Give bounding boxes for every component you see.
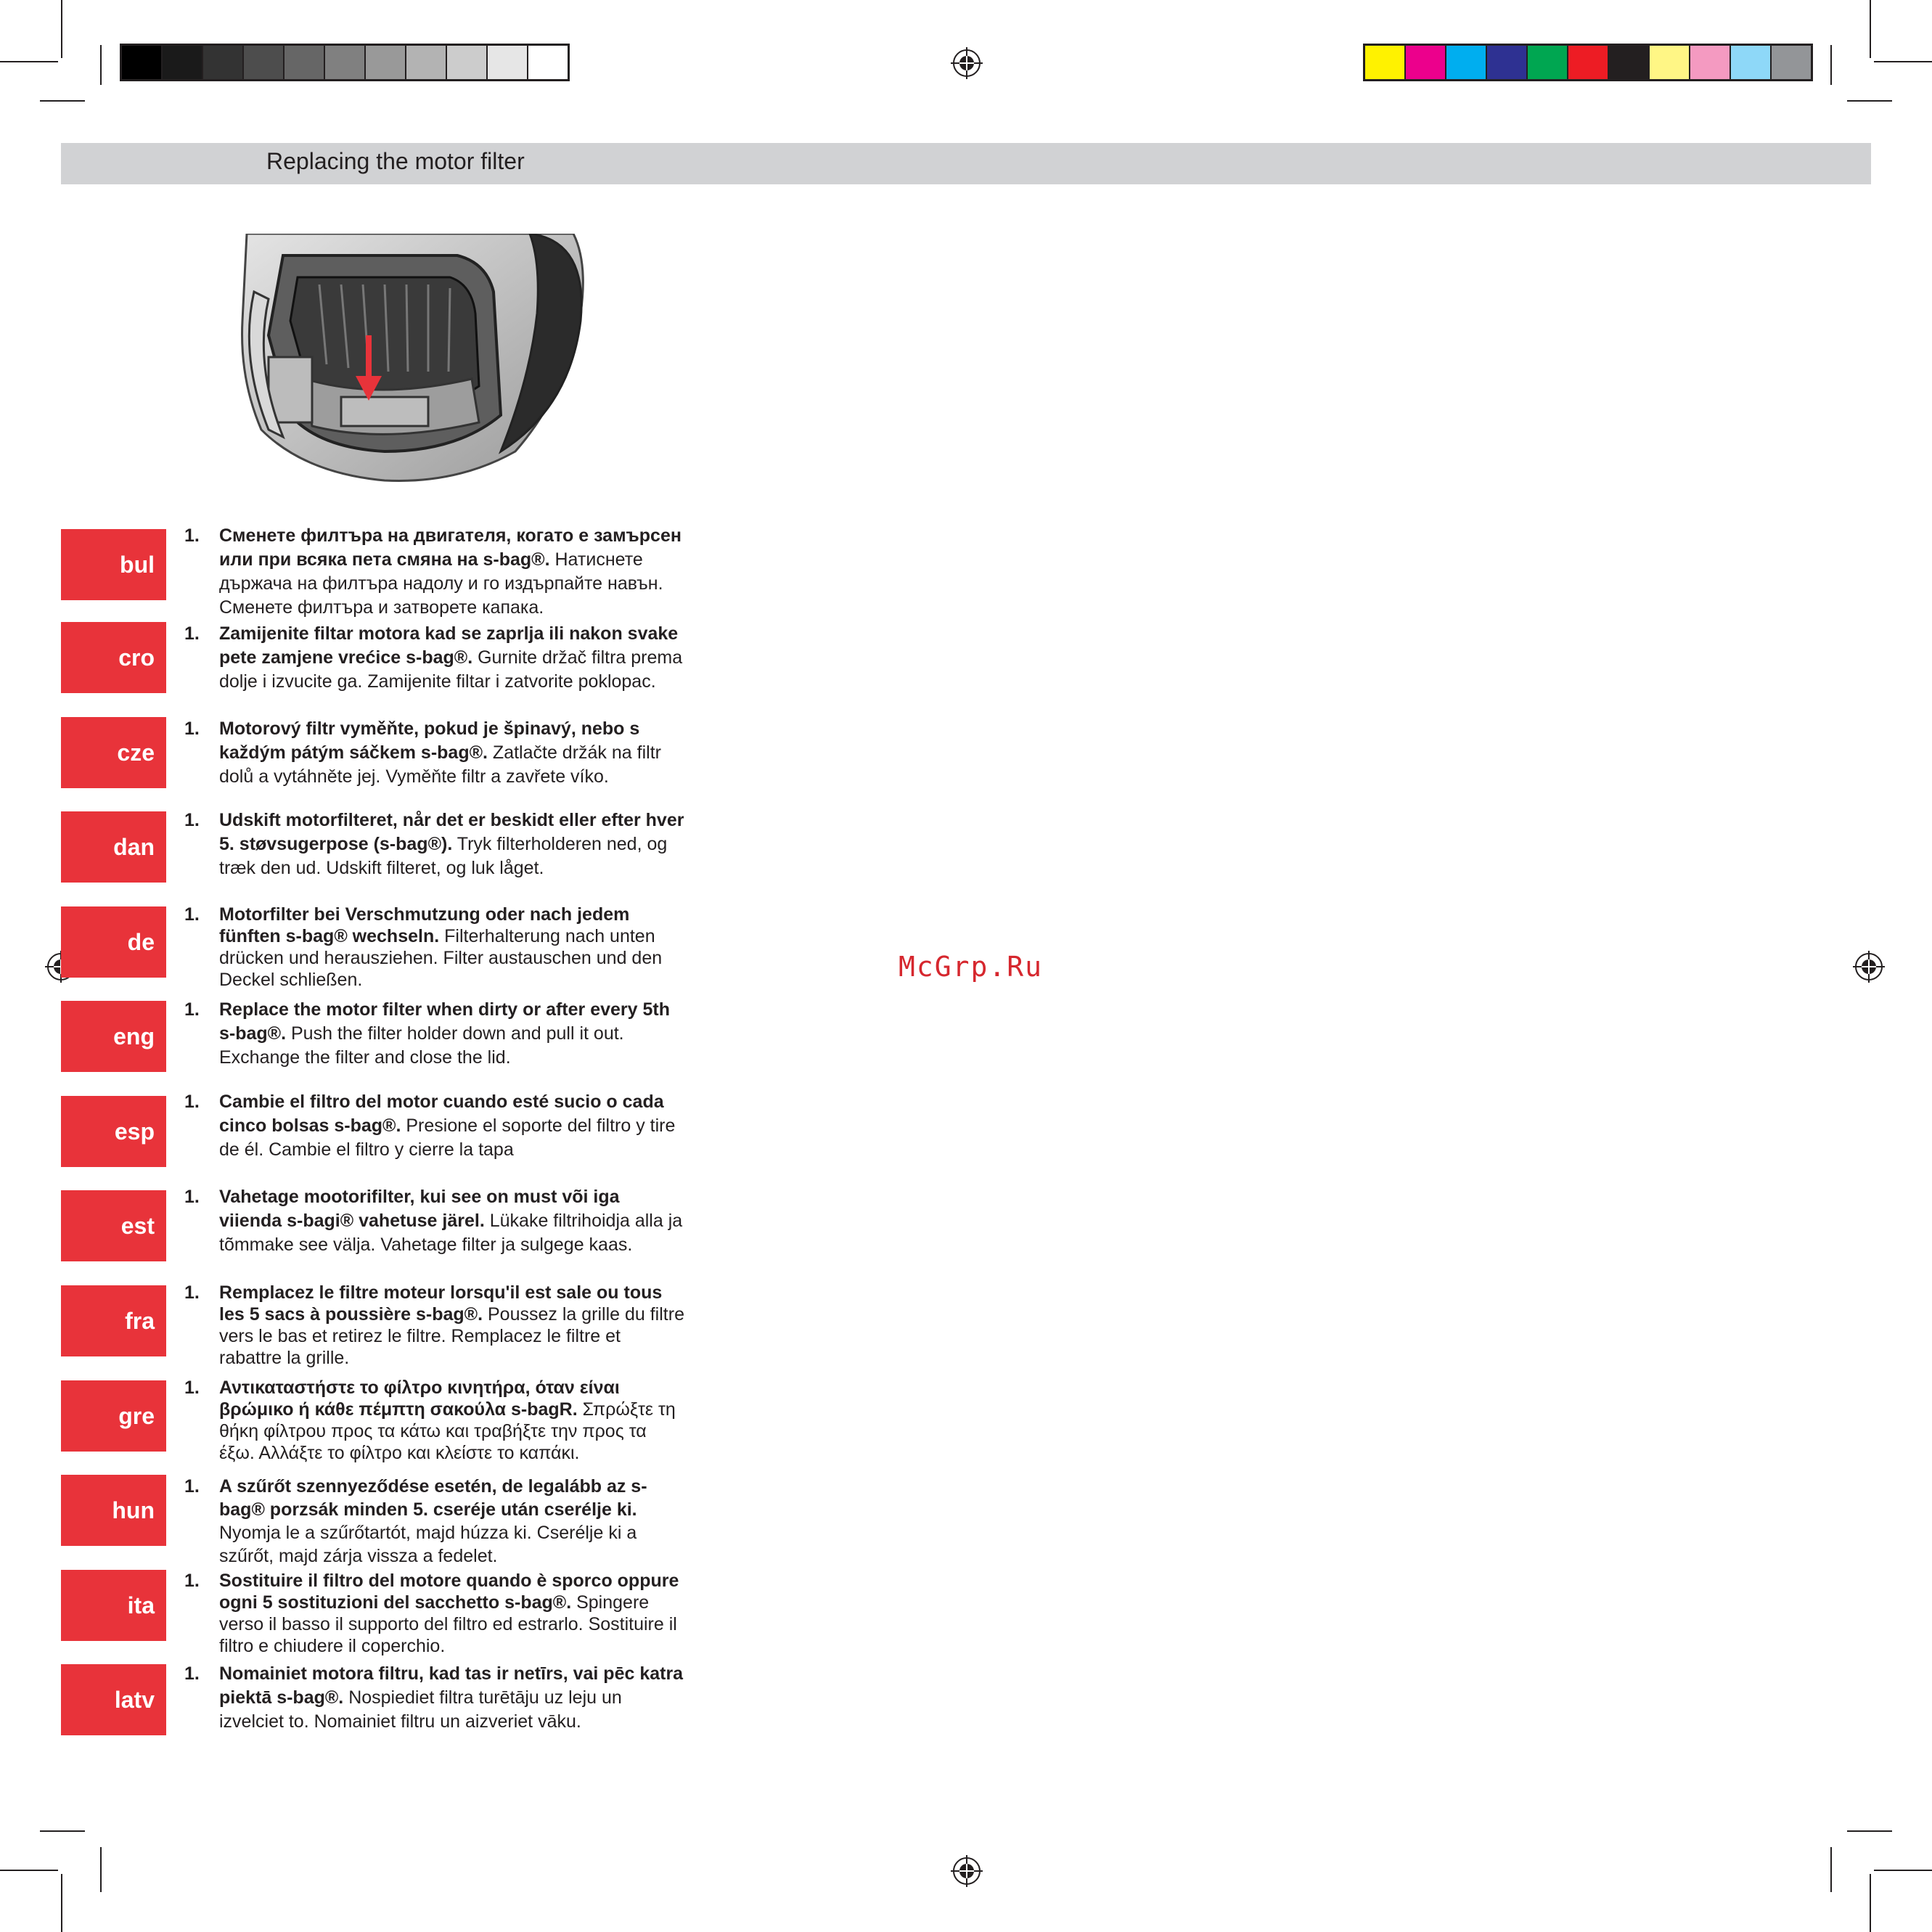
instruction-cze xyxy=(184,717,685,789)
instruction-text xyxy=(219,1662,685,1734)
instruction-text xyxy=(219,904,685,991)
step-number: 1. xyxy=(184,810,200,830)
instruction-eng xyxy=(184,998,685,1070)
color-swatch xyxy=(1609,46,1650,79)
instruction-ita xyxy=(184,1570,685,1657)
instruction-gre xyxy=(184,1377,685,1464)
crop-mark xyxy=(61,1874,62,1932)
instruction-bold: Motorový filtr vyměňte, pokud je špinavý, nebo s každým pátým sáčkem s-bag®. xyxy=(219,719,640,763)
step-number: 1. xyxy=(184,1282,200,1303)
instruction-text xyxy=(219,1570,685,1657)
color-swatch xyxy=(1772,46,1811,79)
crop-mark xyxy=(1874,1870,1932,1871)
step-number: 1. xyxy=(184,999,200,1020)
instruction-esp xyxy=(184,1090,685,1162)
instruction-bold: Αντικαταστήστε το φίλτρο κινητήρα, όταν είναι βρώμικο ή κάθε πέμπτη σακούλα s-bagR. xyxy=(219,1378,620,1420)
language-tab-de: de xyxy=(61,906,166,978)
instruction-text xyxy=(219,809,685,880)
gray-swatch xyxy=(447,46,488,79)
step-number: 1. xyxy=(184,1092,200,1112)
instruction-text xyxy=(219,1475,685,1568)
crop-mark xyxy=(61,0,62,58)
instruction-bold: Сменете филтъра на двигателя, когато е замърсен или при всяка пета смяна на s-bag®. xyxy=(219,525,681,570)
instruction-body: Nospiediet filtra turētāju uz leju un izvelciet to. Nomainiet filtru un aizveriet vāku. xyxy=(219,1687,622,1732)
instruction-bold: A szűrőt szennyeződése esetén, de legalább az s-bag® porzsák minden 5. cseréje után cserélje ki. xyxy=(219,1476,647,1520)
grayscale-strip xyxy=(120,44,570,81)
crop-mark xyxy=(1830,1847,1832,1892)
down-arrow-icon xyxy=(356,335,382,401)
language-tab-gre: gre xyxy=(61,1380,166,1452)
step-number: 1. xyxy=(184,1378,200,1398)
step-number: 1. xyxy=(184,904,200,925)
crop-mark xyxy=(1870,0,1871,58)
gray-swatch xyxy=(203,46,244,79)
instruction-text xyxy=(219,1185,685,1257)
instruction-body: Gurnite držač filtra prema dolje i izvucite ga. Zamijenite filtar i zatvorite poklopac. xyxy=(219,647,683,692)
color-swatch xyxy=(1568,46,1609,79)
instruction-text xyxy=(219,1282,685,1369)
crop-mark xyxy=(100,1847,102,1892)
instruction-body: Filterhalterung nach unten drücken und herausziehen. Filter austauschen und den Deckel schließen. xyxy=(219,926,663,990)
color-swatch xyxy=(1650,46,1690,79)
step-number: 1. xyxy=(184,1663,200,1684)
vacuum-cleaner-motor-filter-illustration xyxy=(240,234,588,484)
gray-swatch xyxy=(366,46,406,79)
instruction-hun xyxy=(184,1475,685,1568)
instruction-bold: Sostituire il filtro del motore quando è sporco oppure ogni 5 sostituzioni del sacchetto s-bag®. xyxy=(219,1571,679,1613)
step-number: 1. xyxy=(184,1571,200,1591)
instruction-bold: Nomainiet motora filtru, kad tas ir netīrs, vai pēc katra piektā s-bag®. xyxy=(219,1663,684,1708)
gray-swatch xyxy=(163,46,203,79)
gray-swatch xyxy=(285,46,325,79)
language-tab-eng: eng xyxy=(61,1001,166,1072)
instruction-de xyxy=(184,904,685,991)
instruction-bold: Udskift motorfilteret, når det er beskidt eller efter hver 5. støvsugerpose (s-bag®). xyxy=(219,810,684,854)
crop-mark xyxy=(40,100,85,102)
instruction-body: Push the filter holder down and pull it out. Exchange the filter and close the lid. xyxy=(219,1023,624,1068)
language-tab-cro: cro xyxy=(61,622,166,693)
crop-mark xyxy=(1870,1874,1871,1932)
crop-mark xyxy=(0,1870,58,1871)
instruction-text xyxy=(219,1090,685,1162)
step-number: 1. xyxy=(184,1187,200,1207)
crop-mark xyxy=(1847,1830,1892,1832)
language-tab-cze: cze xyxy=(61,717,166,788)
instruction-body: Spingere verso il basso il supporto del filtro ed estrarlo. Sostituire il filtro e chiudere il coperchio. xyxy=(219,1592,677,1656)
color-swatch xyxy=(1446,46,1487,79)
instruction-bold: Cambie el filtro del motor cuando esté sucio o cada cinco bolsas s-bag®. xyxy=(219,1092,664,1136)
language-tab-latv: latv xyxy=(61,1664,166,1735)
step-number: 1. xyxy=(184,623,200,644)
color-swatch xyxy=(1528,46,1568,79)
instruction-cro xyxy=(184,622,685,694)
instruction-body: Nyomja le a szűrőtartót, majd húzza ki. Cserélje ki a szűrőt, majd zárja vissza a fedelet. xyxy=(219,1523,637,1566)
registration-mark-icon xyxy=(951,1855,983,1887)
gray-swatch xyxy=(325,46,366,79)
color-strip xyxy=(1363,44,1813,81)
instruction-bold: Zamijenite filtar motora kad se zaprlja ili nakon svake pete zamjene vrećice s-bag®. xyxy=(219,623,679,668)
registration-mark-icon xyxy=(951,47,983,79)
watermark-text: McGrp.Ru xyxy=(899,951,1044,983)
instruction-body: Poussez la grille du filtre vers le bas et retirez le filtre. Remplacez le filtre et rabattre la grille. xyxy=(219,1304,684,1368)
instruction-body: Σπρώξτε τη θήκη φίλτρου προς τα κάτω και τραβήξτε την προς τα έξω. Αλλάξτε το φίλτρο και κλείστε το καπάκι. xyxy=(219,1399,676,1463)
step-number: 1. xyxy=(184,525,200,546)
instruction-body: Lükake filtrihoidja alla ja tõmmake see välja. Vahetage filter ja sulgege kaas. xyxy=(219,1211,683,1255)
crop-mark xyxy=(1830,45,1832,85)
crop-mark xyxy=(40,1830,85,1832)
instruction-latv xyxy=(184,1662,685,1734)
language-tab-fra: fra xyxy=(61,1285,166,1356)
instruction-fra xyxy=(184,1282,685,1369)
crop-mark xyxy=(100,45,102,85)
language-tab-est: est xyxy=(61,1190,166,1261)
step-number: 1. xyxy=(184,719,200,739)
instruction-text xyxy=(219,1377,685,1464)
gray-swatch xyxy=(244,46,285,79)
language-tab-ita: ita xyxy=(61,1570,166,1641)
language-tab-bul: bul xyxy=(61,529,166,600)
instruction-bold: Replace the motor filter when dirty or after every 5th s-bag®. xyxy=(219,999,670,1044)
gray-swatch xyxy=(122,46,163,79)
instruction-dan xyxy=(184,809,685,880)
gray-swatch xyxy=(488,46,528,79)
instruction-body: Zatlačte držák na filtr dolů a vytáhněte jej. Vyměňte filtr a zavřete víko. xyxy=(219,742,661,787)
instruction-bold: Vahetage mootorifilter, kui see on must või iga viienda s-bagi® vahetuse järel. xyxy=(219,1187,620,1231)
language-tab-esp: esp xyxy=(61,1096,166,1167)
instruction-bul xyxy=(184,524,685,620)
instruction-bold: Motorfilter bei Verschmutzung oder nach jedem fünften s-bag® wechseln. xyxy=(219,904,630,946)
instruction-body: Натиснете държача на филтъра надолу и го издърпайте навън. Сменете филтъра и затворете капака. xyxy=(219,549,663,618)
step-number: 1. xyxy=(184,1476,200,1497)
crop-mark xyxy=(1874,61,1932,62)
crop-mark xyxy=(1847,100,1892,102)
color-swatch xyxy=(1406,46,1446,79)
color-swatch xyxy=(1690,46,1731,79)
language-tab-hun: hun xyxy=(61,1475,166,1546)
instruction-text xyxy=(219,717,685,789)
color-swatch xyxy=(1365,46,1406,79)
color-swatch xyxy=(1731,46,1772,79)
instruction-text xyxy=(219,622,685,694)
crop-mark xyxy=(0,61,58,62)
gray-swatch xyxy=(528,46,568,79)
instruction-bold: Remplacez le filtre moteur lorsqu'il est sale ou tous les 5 sacs à poussière s-bag®. xyxy=(219,1282,663,1325)
page-title: Replacing the motor filter xyxy=(266,148,525,174)
instruction-body: Presione el soporte del filtro y tire de él. Cambie el filtro y cierre la tapa xyxy=(219,1116,676,1160)
instruction-text xyxy=(219,524,685,620)
color-swatch xyxy=(1487,46,1528,79)
instruction-text xyxy=(219,998,685,1070)
instruction-est xyxy=(184,1185,685,1257)
instruction-body: Tryk filterholderen ned, og træk den ud. Udskift filteret, og luk låget. xyxy=(219,834,668,878)
registration-mark-icon xyxy=(1853,951,1885,983)
language-tab-dan: dan xyxy=(61,811,166,883)
gray-swatch xyxy=(406,46,447,79)
